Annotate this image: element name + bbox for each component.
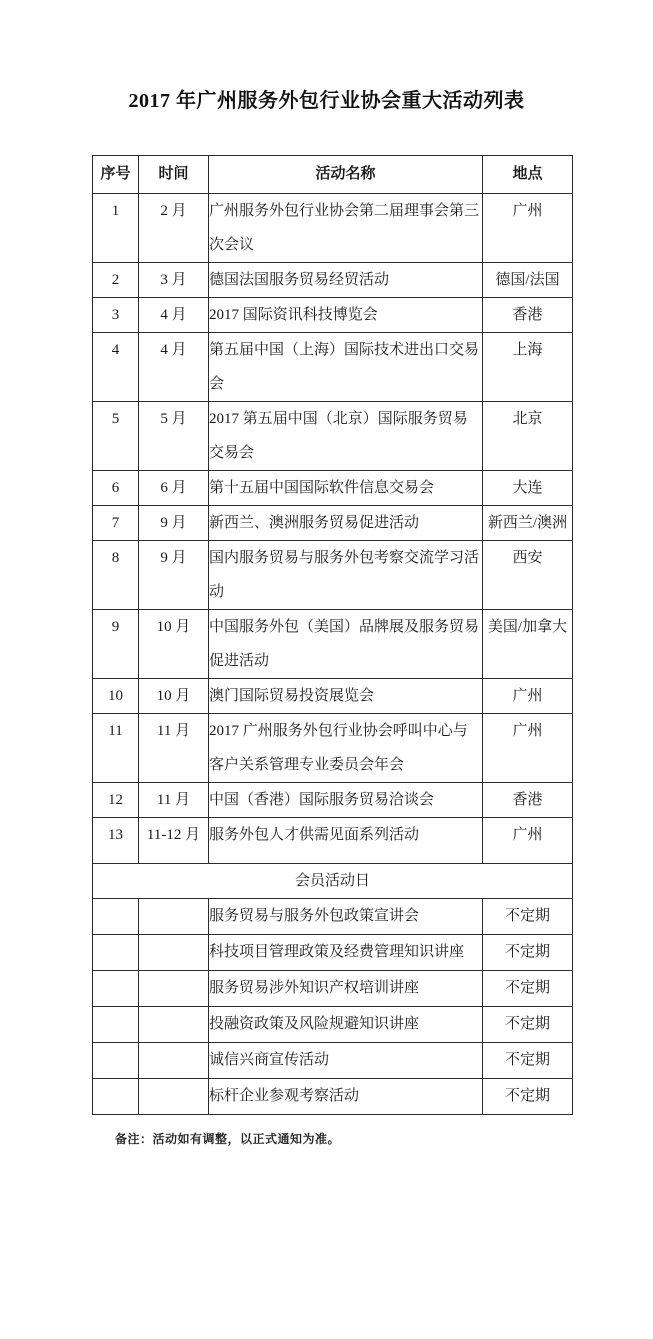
row-location: 广州: [483, 194, 573, 263]
row-time: 11-12 月: [139, 818, 209, 864]
row-number: 6: [93, 471, 139, 506]
row-activity-name: 中国（香港）国际服务贸易洽谈会: [209, 783, 483, 818]
row-number: 9: [93, 610, 139, 679]
row-number: [93, 1043, 139, 1079]
row-time: 9 月: [139, 506, 209, 541]
row-activity-name: 2017 广州服务外包行业协会呼叫中心与客户关系管理专业委员会年会: [209, 714, 483, 783]
row-location: 新西兰/澳洲: [483, 506, 573, 541]
table-row: [93, 263, 573, 298]
row-activity-name: 诚信兴商宣传活动: [209, 1043, 483, 1079]
table-row: [93, 714, 573, 783]
row-location: 不定期: [483, 1079, 573, 1115]
section-header: 会员活动日: [93, 864, 573, 899]
row-time: [139, 971, 209, 1007]
row-time: 10 月: [139, 610, 209, 679]
row-number: [93, 935, 139, 971]
row-number: 2: [93, 263, 139, 298]
activities-table: [92, 155, 573, 1115]
row-activity-name: 新西兰、澳洲服务贸易促进活动: [209, 506, 483, 541]
row-activity-name: 2017 国际资讯科技博览会: [209, 298, 483, 333]
row-location: 上海: [483, 333, 573, 402]
table-row: [93, 1007, 573, 1043]
table-row: [93, 899, 573, 935]
row-activity-name: 投融资政策及风险规避知识讲座: [209, 1007, 483, 1043]
row-activity-name: 第五届中国（上海）国际技术进出口交易会: [209, 333, 483, 402]
row-location: 美国/加拿大: [483, 610, 573, 679]
row-location: 不定期: [483, 971, 573, 1007]
table-row: [93, 610, 573, 679]
row-location: 不定期: [483, 899, 573, 935]
row-time: [139, 1007, 209, 1043]
row-time: [139, 899, 209, 935]
row-number: 12: [93, 783, 139, 818]
row-number: 10: [93, 679, 139, 714]
row-activity-name: 国内服务贸易与服务外包考察交流学习活动: [209, 541, 483, 610]
row-location: 广州: [483, 818, 573, 864]
row-activity-name: 服务外包人才供需见面系列活动: [209, 818, 483, 864]
row-activity-name: 中国服务外包（美国）品牌展及服务贸易促进活动: [209, 610, 483, 679]
table-row: [93, 935, 573, 971]
row-number: 7: [93, 506, 139, 541]
row-time: 5 月: [139, 402, 209, 471]
row-time: [139, 1043, 209, 1079]
row-activity-name: 服务贸易与服务外包政策宣讲会: [209, 899, 483, 935]
row-time: 11 月: [139, 714, 209, 783]
table-row: [93, 402, 573, 471]
table-row: [93, 783, 573, 818]
row-location: 北京: [483, 402, 573, 471]
row-location: 广州: [483, 714, 573, 783]
row-location: 不定期: [483, 935, 573, 971]
row-number: 5: [93, 402, 139, 471]
row-time: 9 月: [139, 541, 209, 610]
table-row: [93, 971, 573, 1007]
row-location: 香港: [483, 298, 573, 333]
row-location: 德国/法国: [483, 263, 573, 298]
row-location: 广州: [483, 679, 573, 714]
row-number: [93, 1079, 139, 1115]
row-time: 4 月: [139, 298, 209, 333]
row-activity-name: 澳门国际贸易投资展览会: [209, 679, 483, 714]
row-time: 2 月: [139, 194, 209, 263]
row-number: 8: [93, 541, 139, 610]
row-number: 11: [93, 714, 139, 783]
row-location: 不定期: [483, 1007, 573, 1043]
row-time: 10 月: [139, 679, 209, 714]
header-serial-number: 序号: [93, 156, 139, 194]
row-number: 4: [93, 333, 139, 402]
row-number: 1: [93, 194, 139, 263]
table-row: [93, 818, 573, 864]
row-location: 西安: [483, 541, 573, 610]
row-number: 3: [93, 298, 139, 333]
table-row: [93, 541, 573, 610]
row-time: [139, 1079, 209, 1115]
row-time: 6 月: [139, 471, 209, 506]
page-title: 2017 年广州服务外包行业协会重大活动列表: [128, 90, 525, 112]
row-time: [139, 935, 209, 971]
table-row: [93, 1043, 573, 1079]
row-location: 不定期: [483, 1043, 573, 1079]
table-row: [93, 333, 573, 402]
table-row: [93, 506, 573, 541]
row-number: [93, 899, 139, 935]
table-row: [93, 679, 573, 714]
section-header-row: [93, 864, 573, 899]
table-row: [93, 298, 573, 333]
row-number: [93, 1007, 139, 1043]
header-activity-name: 活动名称: [209, 156, 483, 194]
row-activity-name: 第十五届中国国际软件信息交易会: [209, 471, 483, 506]
row-activity-name: 广州服务外包行业协会第二届理事会第三次会议: [209, 194, 483, 263]
row-activity-name: 标杆企业参观考察活动: [209, 1079, 483, 1115]
row-activity-name: 科技项目管理政策及经费管理知识讲座: [209, 935, 483, 971]
footnote: 备注：活动如有调整，以正式通知为准。: [115, 1132, 341, 1146]
table-row: [93, 1079, 573, 1115]
row-location: 大连: [483, 471, 573, 506]
row-number: 13: [93, 818, 139, 864]
table-row: [93, 194, 573, 263]
row-time: 3 月: [139, 263, 209, 298]
header-time: 时间: [139, 156, 209, 194]
row-time: 11 月: [139, 783, 209, 818]
row-activity-name: 德国法国服务贸易经贸活动: [209, 263, 483, 298]
table-row: [93, 471, 573, 506]
row-time: 4 月: [139, 333, 209, 402]
table-header-row: [93, 156, 573, 194]
row-activity-name: 2017 第五届中国（北京）国际服务贸易交易会: [209, 402, 483, 471]
row-number: [93, 971, 139, 1007]
row-activity-name: 服务贸易涉外知识产权培训讲座: [209, 971, 483, 1007]
header-location: 地点: [483, 156, 573, 194]
row-location: 香港: [483, 783, 573, 818]
